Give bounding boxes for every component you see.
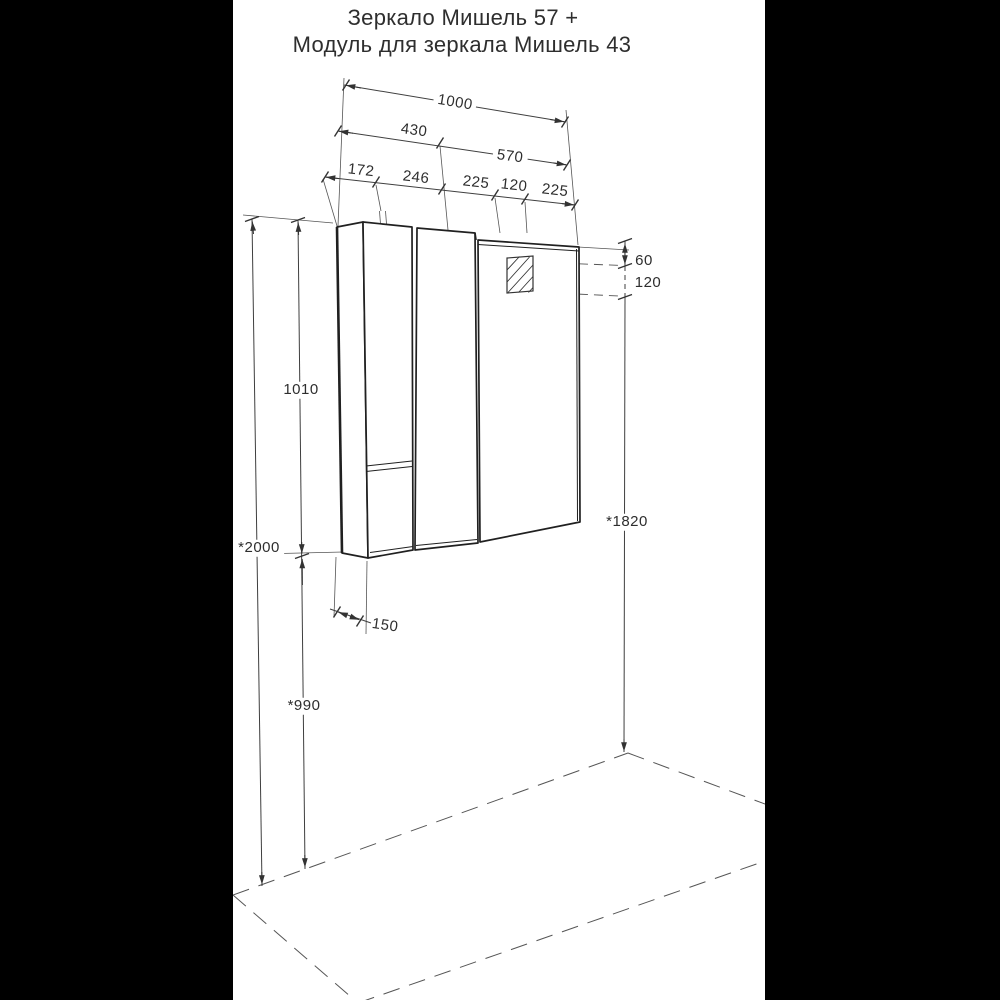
mirror-door (415, 228, 478, 550)
dim-seg-120: 120 (499, 175, 529, 196)
dim-seg-225-left: 225 (461, 172, 491, 193)
dim-seg-246: 246 (401, 167, 431, 188)
drawing-title-line1: Зеркало Мишель 57 + (347, 5, 579, 30)
dim-module-width: 430 (396, 121, 432, 142)
floor-outline (233, 753, 765, 1000)
dim-cutout-height: 120 (634, 273, 662, 291)
black-bar-left (0, 0, 233, 1000)
dim-floor-to-top: *2000 (234, 540, 284, 557)
black-bar-right (765, 0, 1000, 1000)
dim-mirror-width: 570 (492, 147, 528, 168)
dim-seg-172: 172 (346, 160, 376, 181)
dim-cabinet-height: 1010 (279, 382, 322, 399)
electrical-cutout (507, 256, 533, 293)
drawing-sheet (233, 0, 765, 1000)
dim-module-depth: 150 (370, 614, 400, 636)
dim-seg-225-right: 225 (540, 180, 570, 201)
dim-floor-to-cabinet-bottom: *990 (284, 698, 325, 715)
dim-floor-to-mirror-top: *1820 (602, 514, 652, 531)
dim-total-width: 1000 (432, 91, 477, 114)
dim-cutout-offset-top: 60 (635, 251, 653, 269)
module-front (363, 222, 413, 558)
cabinet-drawing (337, 222, 580, 558)
drawing-title-line2: Модуль для зеркала Мишель 43 (292, 32, 632, 57)
